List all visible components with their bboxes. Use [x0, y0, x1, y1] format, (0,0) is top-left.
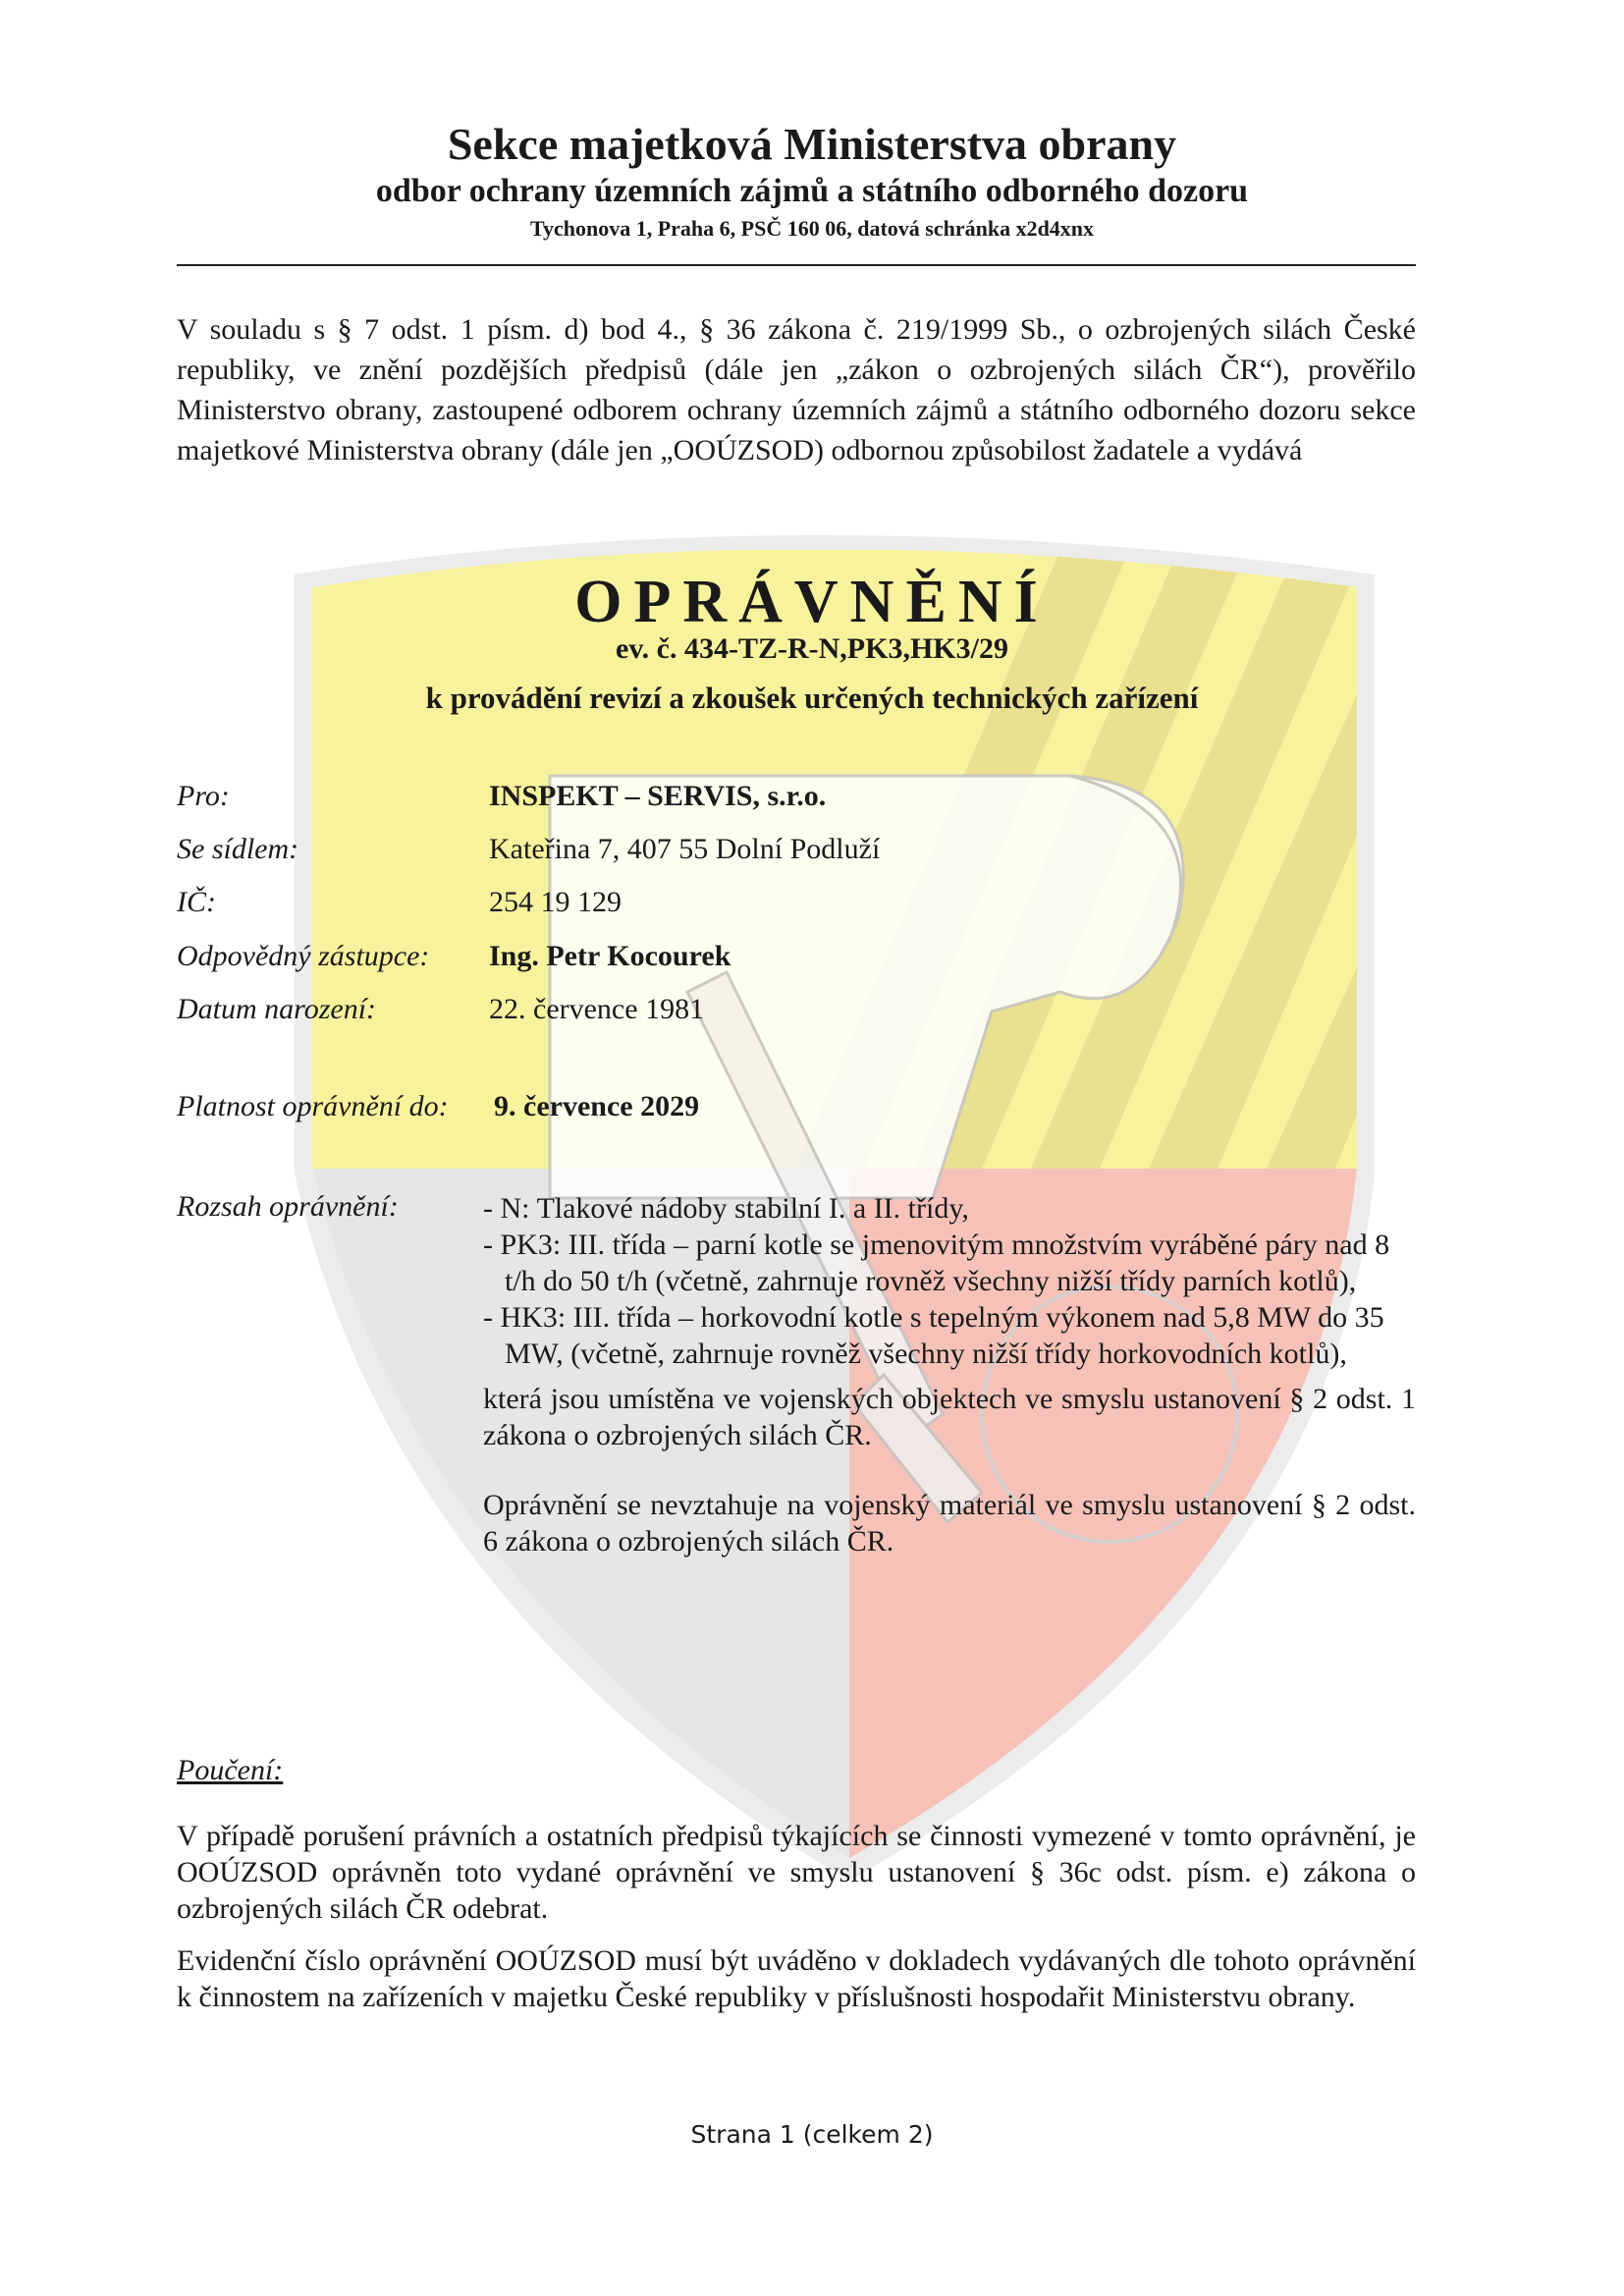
- validity-label: Platnost oprávnění do:: [177, 1090, 449, 1122]
- notice-paragraph-1: V případě porušení právních a ostatních předpisů týkajících se činnosti vymezené v tomto oprávnění, je OOÚZSOD oprávněn toto vydané oprávnění ve smyslu ustanovení § 36c odst. písm. e) zákona o ozbrojených silách ČR odebrat.: [177, 1820, 1416, 1925]
- scope-list: [483, 1190, 1416, 1559]
- birthdate-value: 22. července 1981: [489, 993, 705, 1025]
- representative-name: Ing. Petr Kocourek: [489, 940, 731, 972]
- notice-heading: Poučení:: [177, 1754, 284, 1786]
- scope-location-note: která jsou umístěna ve vojenských objektech ve smyslu ustanovení § 2 odst. 1 zákona o ozbrojených silách ČR.: [483, 1383, 1416, 1451]
- ic-label: IČ:: [177, 886, 216, 918]
- scope-item-hk3: - HK3: III. třída – horkovodní kotle s tepelným výkonem nad 5,8 MW do 35 MW, (včetně, zahrnuje rovněž všechny nižší třídy horkovodních kotlů),: [483, 1301, 1384, 1370]
- company-ic: 254 19 129: [489, 886, 622, 918]
- notice-paragraph-2: Evidenční číslo oprávnění OOÚZSOD musí být uváděno v dokladech vydávaných dle tohoto oprávnění k činnostem na zařízeních v majetku České republiky v příslušnosti hospodařit Ministerstvu obrany.: [177, 1944, 1416, 2013]
- company-address: Kateřina 7, 407 55 Dolní Podluží: [489, 833, 881, 865]
- scope-label: Rozsah oprávnění:: [177, 1190, 399, 1223]
- document-title: OPRÁVNĚNÍ: [574, 569, 1050, 635]
- representative-label: Odpovědný zástupce:: [177, 940, 430, 972]
- birthdate-label: Datum narození:: [177, 993, 377, 1025]
- header-divider: [177, 264, 1416, 266]
- registration-number: ev. č. 434-TZ-R-N,PK3,HK3/29: [616, 632, 1008, 665]
- scope-exclusion-note: Oprávnění se nevztahuje na vojenský materiál ve smyslu ustanovení § 2 odst. 6 zákona o ozbrojených silách ČR.: [483, 1489, 1416, 1558]
- department-title: odbor ochrany územních zájmů a státního odborného dozoru: [375, 173, 1249, 209]
- company-name: INSPEKT – SERVIS, s.r.o.: [489, 780, 827, 812]
- authorization-purpose: k provádění revizí a zkoušek určených technických zařízení: [425, 681, 1199, 715]
- scope-item-n: - N: Tlakové nádoby stabilní I. a II. třídy,: [483, 1192, 969, 1225]
- page-number: Strana 1 (celkem 2): [690, 2120, 934, 2149]
- seat-label: Se sídlem:: [177, 833, 299, 865]
- ministry-section-title: Sekce majetková Ministerstva obrany: [447, 119, 1177, 169]
- department-address: Tychonova 1, Praha 6, PSČ 160 06, datová schránka x2d4xnx: [529, 216, 1095, 241]
- validity-date: 9. července 2029: [494, 1090, 700, 1122]
- intro-paragraph: V souladu s § 7 odst. 1 písm. d) bod 4., § 36 zákona č. 219/1999 Sb., o ozbrojených silách České republiky, ve znění pozdějších předpisů (dále jen „zákon o ozbrojených silách ČR“), prověřilo Ministerstvo obrany, zastoupené odborem ochrany územních zájmů a státního odborného dozoru sekce majetkové Ministerstva obrany (dále jen „OOÚZSOD) odbornou způsobilost žadatele a vydává: [177, 313, 1416, 466]
- scope-item-pk3: - PK3: III. třída – parní kotle se jmenovitým množstvím vyráběné páry nad 8 t/h do 50 t/h (včetně, zahrnuje rovněž všechny nižší třídy parních kotlů),: [483, 1229, 1390, 1297]
- for-label: Pro:: [177, 780, 230, 812]
